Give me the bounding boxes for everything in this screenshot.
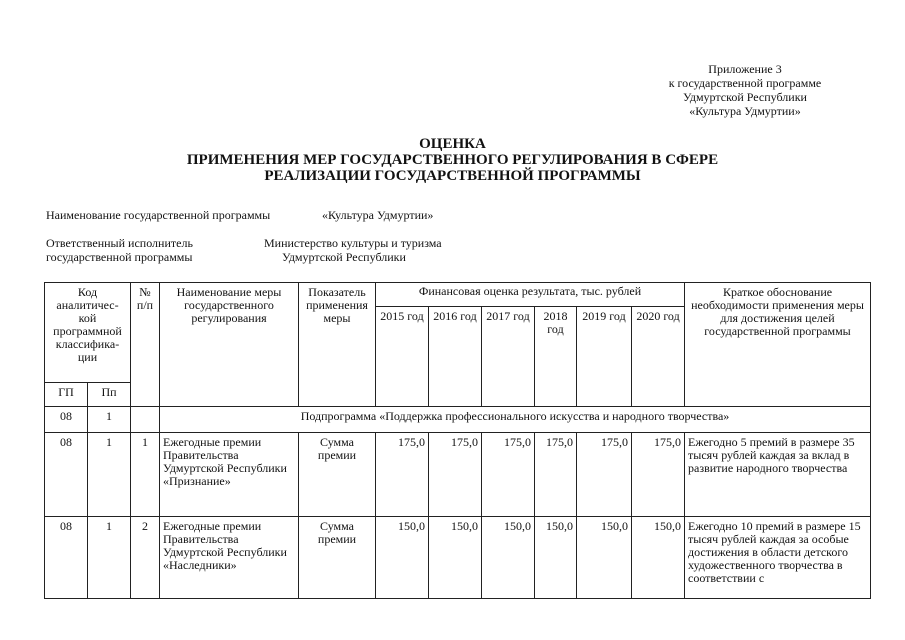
header-number: № п/п <box>131 283 160 407</box>
cell-value: 150,0 <box>482 517 535 599</box>
header-measure-name: Наименование меры государственного регулирования <box>160 283 299 407</box>
appendix-note <box>640 62 850 118</box>
cell-value: 175,0 <box>429 433 482 517</box>
header-pp: Пп <box>88 383 131 407</box>
appendix-line: к государственной программе <box>668 76 822 90</box>
executor-label <box>46 236 193 264</box>
executor-label-line: государственной программы <box>46 250 193 264</box>
cell-value: 150,0 <box>429 517 482 599</box>
header-year: 2018 год <box>535 307 577 407</box>
appendix-line: Удмуртской Республики <box>683 90 807 104</box>
document-title <box>0 136 905 184</box>
cell-number: 1 <box>131 433 160 517</box>
cell-indicator: Сумма премии <box>299 433 376 517</box>
executor-label-line: Ответственный исполнитель <box>46 236 193 250</box>
executor-value <box>264 236 442 264</box>
cell-value: 150,0 <box>535 517 577 599</box>
header-finance: Финансовая оценка результата, тыс. рублей <box>376 283 685 307</box>
cell-gp: 08 <box>45 517 88 599</box>
cell-value: 175,0 <box>535 433 577 517</box>
table-row <box>45 433 871 517</box>
executor-value-line: Удмуртской Республики <box>282 250 406 264</box>
cell-value: 175,0 <box>577 433 632 517</box>
header-indicator: Показатель применения меры <box>299 283 376 407</box>
cell-gp: 08 <box>45 433 88 517</box>
cell-value: 150,0 <box>632 517 685 599</box>
header-year: 2017 год <box>482 307 535 407</box>
table-row <box>45 517 871 599</box>
cell-value: 150,0 <box>376 517 429 599</box>
header-year: 2016 год <box>429 307 482 407</box>
program-name-label: Наименование государственной программы <box>46 208 271 222</box>
cell-pp: 1 <box>88 433 131 517</box>
program-name-value: «Культура Удмуртии» <box>322 208 434 222</box>
header-year: 2020 год <box>632 307 685 407</box>
cell-number: 2 <box>131 517 160 599</box>
cell-gp: 08 <box>45 407 88 433</box>
title-line: ПРИМЕНЕНИЯ МЕР ГОСУДАРСТВЕННОГО РЕГУЛИРОВАНИЯ В СФЕРЕ <box>186 152 719 168</box>
cell-pp: 1 <box>88 517 131 599</box>
cell-justification: Ежегодно 5 премий в размере 35 тысяч рублей каждая за вклад в развитие народного творчества <box>685 433 871 517</box>
header-gp: ГП <box>45 383 88 407</box>
cell-indicator: Сумма премии <box>299 517 376 599</box>
appendix-line: Приложение 3 <box>708 62 782 76</box>
executor-value-line: Министерство культуры и туризма <box>264 236 442 250</box>
header-code: Код аналитичес-кой программной классифика-ции <box>45 283 131 383</box>
subprogram-title: Подпрограмма «Поддержка профессионального искусства и народного творчества» <box>160 407 871 433</box>
appendix-line: «Культура Удмуртии» <box>689 104 801 118</box>
cell-value: 175,0 <box>482 433 535 517</box>
regulation-measures-table <box>44 282 871 599</box>
cell-number <box>131 407 160 433</box>
header-justification: Краткое обоснование необходимости применения меры для достижения целей государственной программы <box>685 283 871 407</box>
cell-value: 175,0 <box>376 433 429 517</box>
header-row <box>45 283 871 307</box>
cell-measure-name: Ежегодные премии Правительства Удмуртской Республики «Наследники» <box>160 517 299 599</box>
cell-justification: Ежегодно 10 премий в размере 15 тысяч рублей каждая за особые достижения в области детского художественного творчества в соответствии с <box>685 517 871 599</box>
cell-measure-name: Ежегодные премии Правительства Удмуртской Республики «Признание» <box>160 433 299 517</box>
cell-pp: 1 <box>88 407 131 433</box>
header-year: 2019 год <box>577 307 632 407</box>
title-line: РЕАЛИЗАЦИИ ГОСУДАРСТВЕННОЙ ПРОГРАММЫ <box>264 168 641 184</box>
header-year: 2015 год <box>376 307 429 407</box>
cell-value: 175,0 <box>632 433 685 517</box>
subprogram-row <box>45 407 871 433</box>
cell-value: 150,0 <box>577 517 632 599</box>
title-line: ОЦЕНКА <box>419 136 486 152</box>
